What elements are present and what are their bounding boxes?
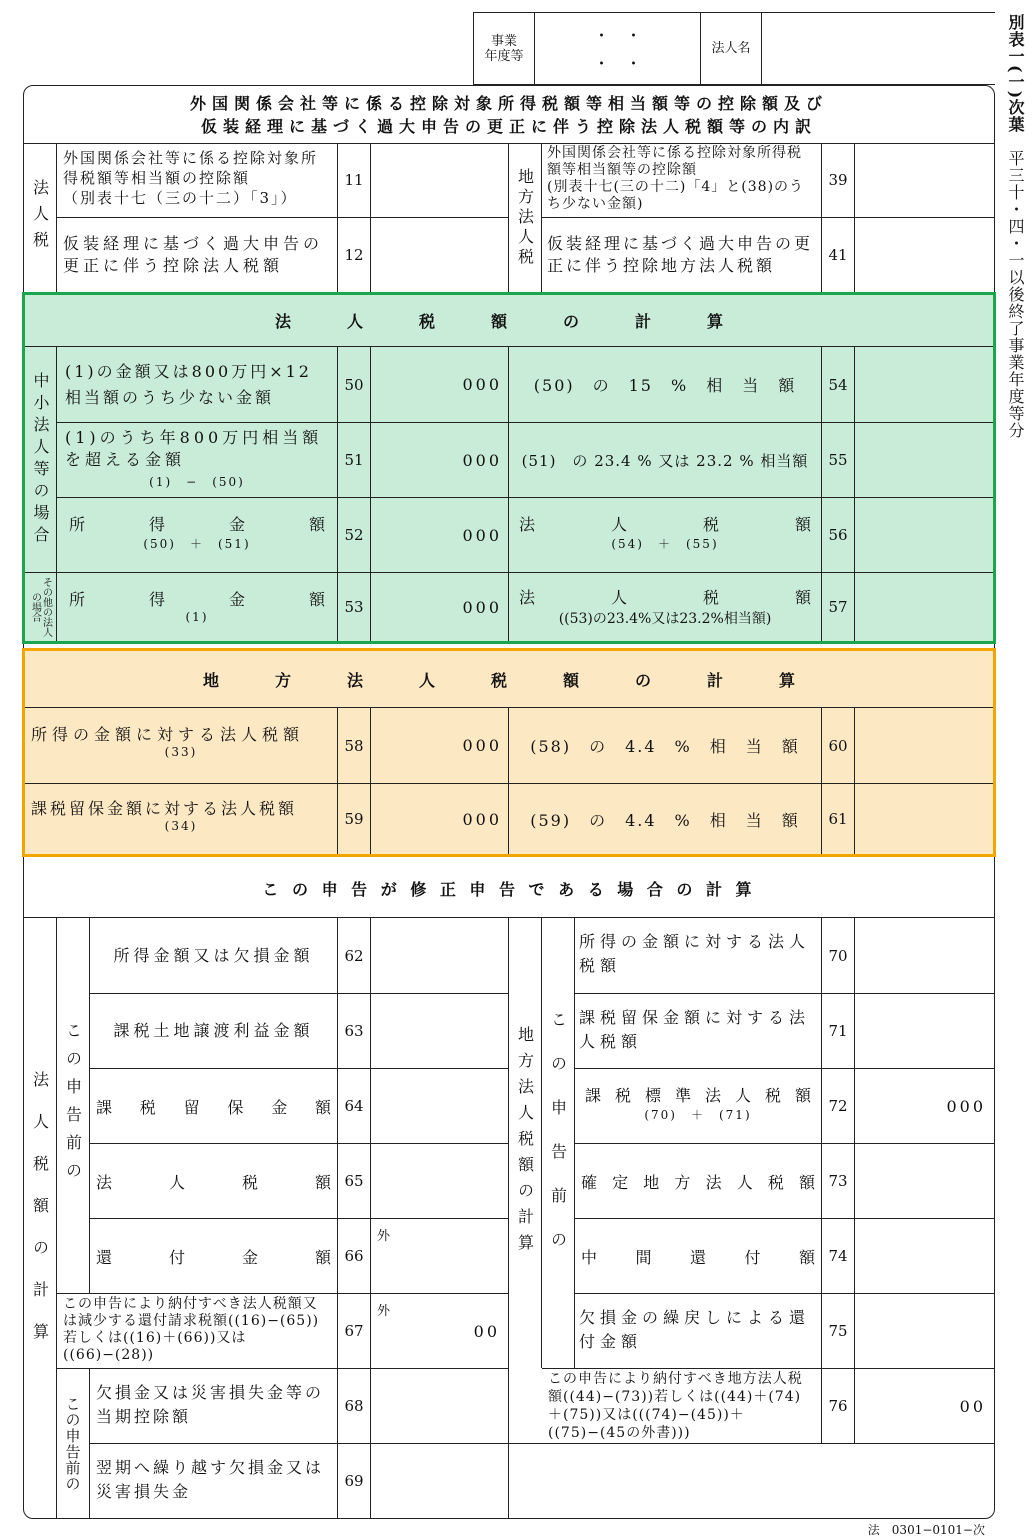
fiscal-year-label: 事業 年度等 xyxy=(474,13,535,84)
row-41-label: 仮装経理に基づく過大申告の更正に伴う控除地方法人税額 xyxy=(542,217,822,292)
row-73-num: 73 xyxy=(822,1143,855,1218)
row-63-label: 課税土地譲渡利益金額 xyxy=(90,993,338,1068)
form-code: 法 0301−0101−次 xyxy=(867,1523,985,1537)
row-67-amount: 00 xyxy=(473,1322,500,1341)
row-62-num: 62 xyxy=(338,918,371,993)
row-55-value[interactable] xyxy=(855,422,993,497)
row-39-text: 外国関係会社等に係る控除対象所得税額等相当額等の控除額 xyxy=(547,145,802,178)
row-11-sub: （別表十七（三の十二）「3」） xyxy=(63,189,298,207)
row-58-num: 58 xyxy=(338,708,371,783)
row-51-value[interactable]: 000 xyxy=(371,422,509,497)
row-73-label xyxy=(575,1143,822,1218)
row-51-label xyxy=(57,422,338,497)
row-62-value[interactable] xyxy=(371,918,509,993)
amend-left-group: 法人税額の計算 xyxy=(24,918,57,1518)
row-58-text: 所得の金額に対する法人税額 xyxy=(31,725,305,744)
form-period-note: 平三十・四・一以後終了事業年度等分 xyxy=(1006,150,1025,439)
amend-title: こ の 申 告 が 修 正 申 告 で あ る 場 合 の 計 算 xyxy=(24,860,994,918)
row-52-num: 52 xyxy=(338,497,371,572)
row-11-num: 11 xyxy=(338,143,371,217)
row-51-num: 51 xyxy=(338,422,371,497)
row-71-value[interactable] xyxy=(855,993,994,1068)
row-60-label: (58) の 4.4 % 相 当 額 xyxy=(509,708,822,783)
row-59-label xyxy=(25,783,338,854)
row-62-label: 所得金額又は欠損金額 xyxy=(90,918,338,993)
chiho-side-label: 地方法人税 xyxy=(509,143,542,292)
row-73-value[interactable] xyxy=(855,1143,994,1218)
row-53-num: 53 xyxy=(338,572,371,641)
row-54-value[interactable] xyxy=(855,347,993,422)
row-55-num: 55 xyxy=(822,422,855,497)
top-title-line2: 仮装経理に基づく過大申告の更正に伴う控除法人税額等の内訳 xyxy=(200,117,817,136)
row-41-value[interactable] xyxy=(855,217,994,292)
row-75-num: 75 xyxy=(822,1293,855,1368)
row-67-label: この申告により納付すべき法人税額又は減少する還付請求税額((16)−(65))若しくは((16)＋(66))又は((66)−(28)) xyxy=(57,1293,338,1368)
row-53-sub: (1) xyxy=(185,610,209,624)
top-title xyxy=(24,90,994,140)
row-72-value[interactable]: 000 xyxy=(855,1068,994,1143)
row-74-text: 中間還付額 xyxy=(581,1247,815,1267)
row-76-value[interactable]: 00 xyxy=(855,1368,994,1443)
row-50-label: (1)の金額又は800万円×12相当額のうち少ない金額 xyxy=(57,347,338,422)
row-12-label: 仮装経理に基づく過大申告の更正に伴う控除法人税額 xyxy=(57,217,338,292)
row-65-label xyxy=(90,1143,338,1218)
row-57-label xyxy=(509,572,822,641)
row-67-num: 67 xyxy=(338,1293,371,1368)
other-corp-label: その他の法人の場合 xyxy=(25,572,57,641)
row-69-value[interactable] xyxy=(371,1443,509,1518)
top-title-line1: 外国関係会社等に係る控除対象所得税額等相当額等の控除額及び xyxy=(189,94,828,113)
row-60-num: 60 xyxy=(822,708,855,783)
row-50-num: 50 xyxy=(338,347,371,422)
row-76-label: この申告により納付すべき地方法人税額((44)−(73))若しくは((44)＋(74)＋(75))又は(((74)−(45))＋((75)−(45の外書))) xyxy=(542,1368,822,1443)
row-64-text: 課税留保金額 xyxy=(96,1097,331,1117)
row-57-text: 法人税額 xyxy=(519,588,811,607)
row-68-num: 68 xyxy=(338,1368,371,1443)
row-70-num: 70 xyxy=(822,918,855,993)
corp-name-label: 法人名 xyxy=(700,13,762,84)
row-41-num: 41 xyxy=(822,217,855,292)
row-64-num: 64 xyxy=(338,1068,371,1143)
local-tax-title: 地 方 法 人 税 額 の 計 算 xyxy=(25,651,993,708)
row-65-value[interactable] xyxy=(371,1143,509,1218)
row-57-sub: ((53)の23.4%又は23.2%相当額) xyxy=(558,611,772,627)
row-61-label: (59) の 4.4 % 相 当 額 xyxy=(509,783,822,854)
row-11-text: 外国関係会社等に係る控除対象所得税額等相当額の控除額 xyxy=(63,149,319,187)
small-corp-label: 中小法人等の場合 xyxy=(25,347,57,572)
row-75-value[interactable] xyxy=(855,1293,994,1368)
row-58-sub: (33) xyxy=(164,745,198,759)
row-63-num: 63 xyxy=(338,993,371,1068)
row-53-label xyxy=(57,572,338,641)
row-61-value[interactable] xyxy=(855,783,993,854)
row-39-label xyxy=(542,143,822,217)
row-69-label: 翌期へ繰り越す欠損金又は災害損失金 xyxy=(90,1443,338,1518)
form-id: 別表一(一)次葉 xyxy=(1006,14,1025,134)
fiscal-year-start[interactable]: ・ ・ xyxy=(593,25,642,45)
amend-left-sub1: この申告前の xyxy=(57,918,90,1293)
row-52-label xyxy=(57,497,338,572)
row-12-value[interactable] xyxy=(371,217,509,292)
row-67-value[interactable] xyxy=(371,1293,509,1368)
row-69-num: 69 xyxy=(338,1443,371,1518)
amend-left-sub2: この申告前の xyxy=(57,1368,90,1518)
row-53-text: 所得金額 xyxy=(69,590,325,609)
row-52-value[interactable]: 000 xyxy=(371,497,509,572)
row-72-text: 課税標準法人税額 xyxy=(585,1086,811,1105)
row-66-value[interactable] xyxy=(371,1218,509,1293)
row-55-label: (51) の 23.4 % 又は 23.2 % 相当額 xyxy=(509,422,822,497)
row-72-num: 72 xyxy=(822,1068,855,1143)
row-39-sub: (別表十七(三の十二)「4」と(38)のうち少ない金額) xyxy=(547,179,805,212)
row-74-num: 74 xyxy=(822,1218,855,1293)
corp-name-field[interactable] xyxy=(762,13,994,84)
row-63-value[interactable] xyxy=(371,993,509,1068)
row-74-value[interactable] xyxy=(855,1218,994,1293)
row-51-text: (1)のうち年800万円相当額を超える金額 xyxy=(65,428,323,469)
row-54-label: (50) の 15 % 相 当 額 xyxy=(509,347,822,422)
row-59-value[interactable]: 000 xyxy=(371,783,509,854)
row-59-text: 課税留保金額に対する法人税額 xyxy=(31,799,298,818)
row-66-text: 還付金額 xyxy=(96,1247,331,1267)
row-52-text: 所得金額 xyxy=(69,515,325,534)
row-58-label xyxy=(25,708,338,783)
row-76-num: 76 xyxy=(822,1368,855,1443)
corp-tax-title: 法 人 税 額 の 計 算 xyxy=(25,295,993,347)
row-66-label xyxy=(90,1218,338,1293)
row-56-num: 56 xyxy=(822,497,855,572)
row-65-text: 法人税額 xyxy=(96,1172,331,1192)
row-12-num: 12 xyxy=(338,217,371,292)
row-71-num: 71 xyxy=(822,993,855,1068)
row-61-num: 61 xyxy=(822,783,855,854)
hojin-side-label: 法人税 xyxy=(24,143,57,292)
amend-right-sub: この申告前の xyxy=(542,918,575,1368)
row-65-num: 65 xyxy=(338,1143,371,1218)
row-39-num: 39 xyxy=(822,143,855,217)
row-56-text: 法人税額 xyxy=(519,515,811,534)
row-66-num: 66 xyxy=(338,1218,371,1293)
row-72-label xyxy=(575,1068,822,1143)
row-64-label xyxy=(90,1068,338,1143)
row-57-num: 57 xyxy=(822,572,855,641)
row-68-value[interactable] xyxy=(371,1368,509,1443)
row-56-sub: (54) ＋ (55) xyxy=(611,537,719,551)
row-68-label: 欠損金又は災害損失金等の当期控除額 xyxy=(90,1368,338,1443)
row-51-sub: (1) − (50) xyxy=(149,475,245,489)
row-71-label: 課税留保金額に対する法人税額 xyxy=(575,993,822,1068)
row-50-value[interactable]: 000 xyxy=(371,347,509,422)
amend-right-group: 地方法人税額の計算 xyxy=(509,918,542,1368)
row-56-label xyxy=(509,497,822,572)
row-54-num: 54 xyxy=(822,347,855,422)
row-60-value[interactable] xyxy=(855,708,993,783)
row-74-label xyxy=(575,1218,822,1293)
row-11-label xyxy=(57,143,338,217)
row-53-value[interactable]: 000 xyxy=(371,572,509,641)
row-11-value[interactable] xyxy=(371,143,509,217)
amend-blank-area xyxy=(509,1443,994,1518)
row-39-value[interactable] xyxy=(855,143,994,217)
row-72-sub: (70) ＋ (71) xyxy=(644,1108,752,1122)
row-67-outside-mark: 外 xyxy=(377,1304,391,1319)
fiscal-year-end[interactable]: ・ ・ xyxy=(593,53,642,73)
row-56-value[interactable] xyxy=(855,497,993,572)
row-66-outside-mark: 外 xyxy=(377,1229,391,1244)
row-73-text: 確定地方法人税額 xyxy=(581,1172,815,1192)
row-59-num: 59 xyxy=(338,783,371,854)
row-64-value[interactable] xyxy=(371,1068,509,1143)
row-58-value[interactable]: 000 xyxy=(371,708,509,783)
row-59-sub: (34) xyxy=(164,819,198,833)
row-57-value[interactable] xyxy=(855,572,993,641)
row-75-label: 欠損金の繰戻しによる還付金額 xyxy=(575,1293,822,1368)
row-70-value[interactable] xyxy=(855,918,994,993)
row-70-label: 所得の金額に対する法人税額 xyxy=(575,918,822,993)
row-52-sub: (50) ＋ (51) xyxy=(143,537,251,551)
